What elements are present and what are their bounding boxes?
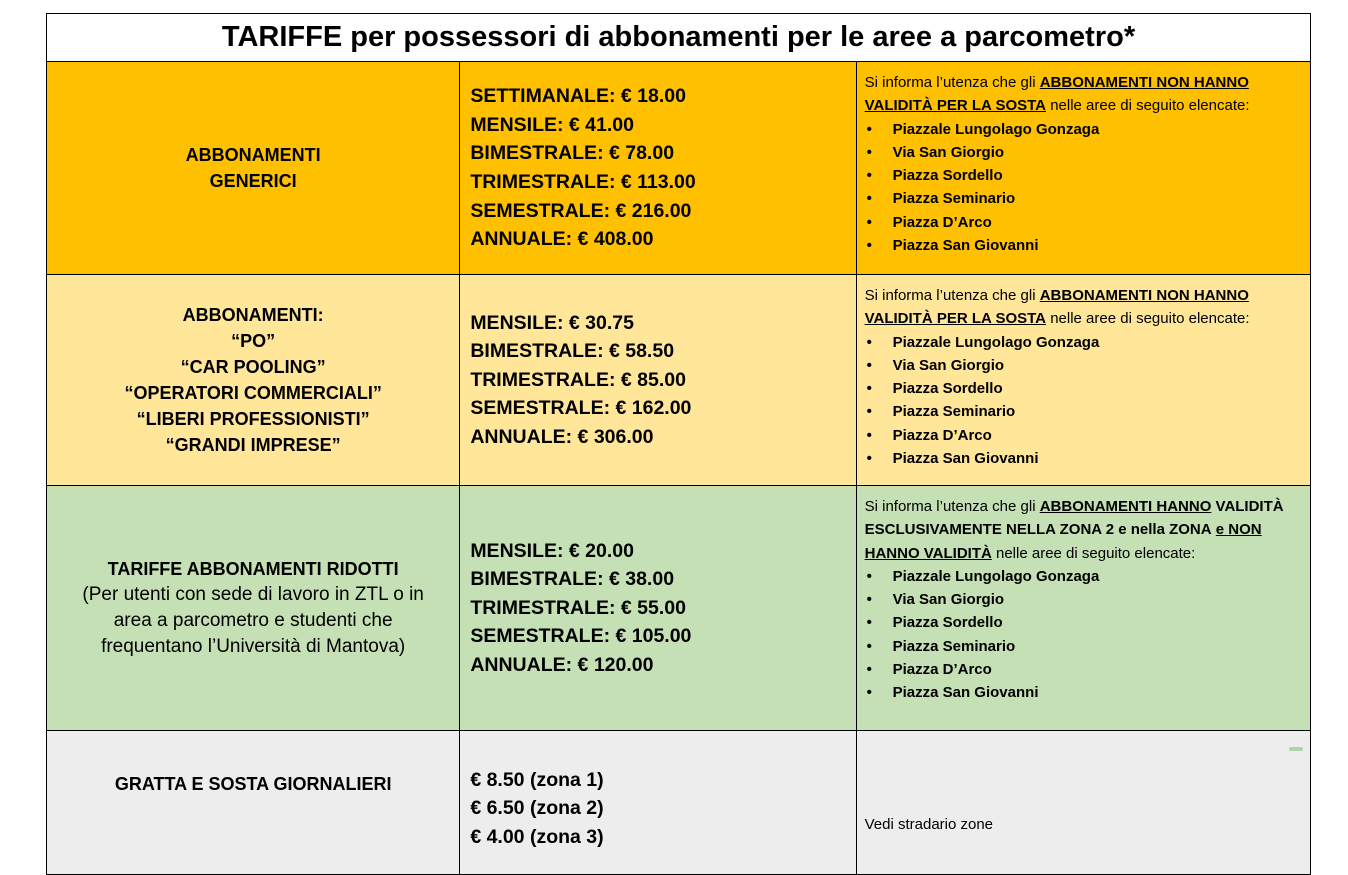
info-highlight: e NON HANNO VALIDITÀ	[864, 521, 1262, 562]
price-line: TRIMESTRALE: € 113.00	[470, 171, 696, 193]
list-item: • Piazzale Lungolago Gonzaga	[865, 331, 1302, 354]
info-prefix: Si informa l’utenza che gli	[864, 287, 1036, 304]
price-line: BIMESTRALE: € 78.00	[470, 142, 675, 165]
list-item: • Via San Giorgio	[865, 588, 1302, 611]
category-line: GRATTA E SOSTA GIORNALIERI	[114, 774, 392, 794]
list-item: • Piazza Seminario	[865, 187, 1302, 210]
price-line: SEMESTRALE: € 105.00	[470, 625, 692, 648]
price-line: MENSILE: € 41.00	[470, 113, 634, 136]
price-line: € 6.50 (zona 2)	[470, 797, 604, 820]
table-row	[47, 731, 1311, 875]
info-highlight: ABBONAMENTI NON HANNO VALIDITÀ PER LA SOSTA	[864, 74, 1249, 115]
price-line: TRIMESTRALE: € 85.00	[470, 368, 686, 391]
prices-cell	[460, 731, 856, 875]
price-line: MENSILE: € 20.00	[470, 539, 634, 562]
list-item: • Piazzale Lungolago Gonzaga	[865, 118, 1302, 141]
category-line: “PO”	[231, 331, 276, 351]
info-suffix: nelle aree di seguito elencate:	[996, 544, 1196, 562]
price-line: SEMESTRALE: € 162.00	[470, 397, 692, 420]
info-text	[865, 495, 1302, 565]
list-item: • Piazza Seminario	[865, 400, 1302, 423]
info-suffix: nelle aree di seguito elencate:	[1050, 97, 1250, 115]
list-item: • Piazza San Giovanni	[865, 234, 1302, 257]
price-line: BIMESTRALE: € 58.50	[470, 340, 675, 363]
table-row	[47, 275, 1311, 486]
list-item: • Piazza D’Arco	[865, 211, 1302, 234]
prices-cell	[460, 62, 856, 275]
table-row	[47, 486, 1311, 731]
info-cell	[856, 62, 1310, 275]
list-item: • Piazza San Giovanni	[865, 447, 1302, 470]
category-line: ABBONAMENTI:	[182, 305, 324, 325]
category-cell	[47, 731, 460, 875]
info-bold: VALIDITÀ ESCLUSIVAMENTE NELLA ZONA 2 e nella ZONA	[864, 498, 1284, 539]
table-row	[47, 62, 1311, 275]
info-prefix: Si informa l’utenza che gli	[864, 498, 1036, 515]
category-line: ABBONAMENTI	[185, 145, 321, 165]
price-line: € 8.50 (zona 1)	[470, 768, 604, 791]
tariff-sheet	[46, 13, 1311, 875]
price-line: ANNUALE: € 408.00	[470, 228, 654, 251]
category-cell	[47, 486, 460, 731]
info-cell	[856, 275, 1310, 486]
price-line: SETTIMANALE: € 18.00	[470, 85, 686, 108]
info-highlight: ABBONAMENTI HANNO	[1039, 498, 1212, 515]
price-line: SEMESTRALE: € 216.00	[470, 199, 692, 222]
page-title: TARIFFE per possessori di abbonamenti per le aree a parcometro*	[47, 14, 1311, 62]
list-item: • Piazzale Lungolago Gonzaga	[865, 565, 1302, 588]
prices-cell	[460, 275, 856, 486]
category-line: “LIBERI PROFESSIONISTI”	[136, 409, 370, 429]
decorative-mark	[1289, 747, 1303, 751]
category-note: (Per utenti con sede di lavoro in ZTL o in area a parcometro e studenti che frequentano l’Università di Mantova)	[82, 584, 424, 657]
category-line: GENERICI	[209, 171, 297, 191]
category-line: “CAR POOLING”	[180, 357, 326, 377]
tariff-table	[46, 13, 1311, 875]
price-line: TRIMESTRALE: € 55.00	[470, 596, 686, 619]
list-item: • Piazza Sordello	[865, 611, 1302, 634]
list-item: • Via San Giorgio	[865, 141, 1302, 164]
info-cell	[856, 486, 1310, 731]
list-item: • Via San Giorgio	[865, 354, 1302, 377]
list-item: • Piazza San Giovanni	[865, 681, 1302, 704]
info-suffix: nelle aree di seguito elencate:	[1050, 310, 1250, 328]
area-list	[865, 118, 1302, 258]
price-line: € 4.00 (zona 3)	[470, 825, 604, 848]
list-item: • Piazza D’Arco	[865, 424, 1302, 447]
category-line: “OPERATORI COMMERCIALI”	[124, 383, 382, 403]
price-line: BIMESTRALE: € 38.00	[470, 568, 675, 591]
info-prefix: Si informa l’utenza che gli	[864, 74, 1036, 91]
area-list	[865, 565, 1302, 705]
price-line: MENSILE: € 30.75	[470, 311, 634, 334]
list-item: • Piazza Seminario	[865, 635, 1302, 658]
category-title: TARIFFE ABBONAMENTI RIDOTTI	[107, 559, 399, 579]
category-cell	[47, 275, 460, 486]
list-item: • Piazza Sordello	[865, 377, 1302, 400]
info-text: Vedi stradario zone	[864, 815, 994, 833]
list-item: • Piazza D’Arco	[865, 658, 1302, 681]
info-text	[865, 71, 1302, 118]
info-highlight: ABBONAMENTI NON HANNO VALIDITÀ PER LA SOSTA	[864, 287, 1249, 328]
list-item: • Piazza Sordello	[865, 164, 1302, 187]
area-list	[865, 331, 1302, 471]
price-line: ANNUALE: € 306.00	[470, 425, 654, 448]
category-line: “GRANDI IMPRESE”	[165, 435, 341, 455]
info-text	[865, 284, 1302, 331]
info-cell	[856, 731, 1310, 875]
prices-cell	[460, 486, 856, 731]
price-line: ANNUALE: € 120.00	[470, 653, 654, 676]
category-cell	[47, 62, 460, 275]
